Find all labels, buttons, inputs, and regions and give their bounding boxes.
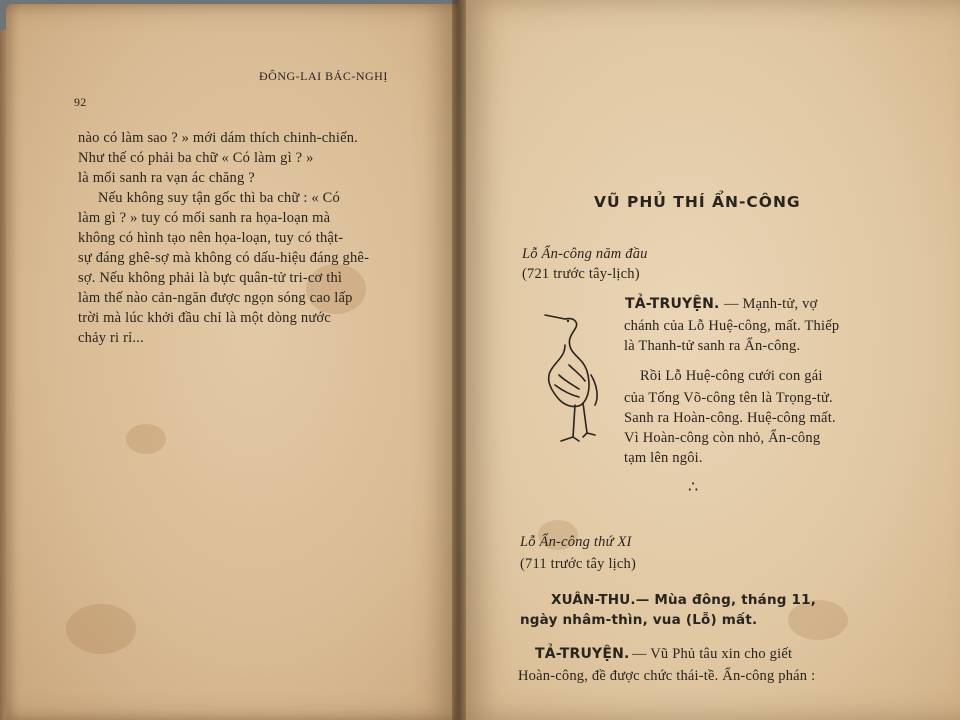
heron-illustration	[535, 305, 610, 450]
section-heading: Lỗ Ẩn-công thứ XI	[520, 534, 632, 550]
text-line: tạm lên ngôi.	[624, 450, 703, 466]
text-line: Nếu không suy tận gốc thì ba chữ : « Có	[98, 190, 340, 206]
ta-truyen-label: TẢ-TRUYỆN.	[535, 646, 630, 662]
text-line: sự đáng ghê-sợ mà không có dấu-hiệu đáng ghê-	[78, 250, 370, 266]
text-line: sợ. Nếu không phải là bực quân-tử tri-cơ thì	[78, 270, 343, 286]
text-line: trời mà lúc khởi đầu chỉ là một dòng nước	[78, 310, 331, 326]
text-line: là mối sanh ra vạn ác chăng ?	[78, 170, 255, 186]
text-line: Rồi Lỗ Huệ-công cưới con gái	[640, 368, 823, 384]
text-line: của Tống Võ-công tên là Trọng-tử.	[624, 390, 833, 406]
book-gutter	[452, 0, 466, 720]
text-line: — Vũ Phủ tâu xin cho giết	[632, 646, 793, 662]
text-line: nào có làm sao ? » mới dám thích chinh-chiến.	[78, 130, 359, 146]
text-line: Như thế có phải ba chữ « Có làm gì ? »	[78, 150, 314, 166]
text-line: chánh của Lỗ Huệ-công, mất. Thiếp	[624, 318, 840, 334]
text-line: Hoàn-công, đề được chức thái-tề. Ẩn-công phán :	[518, 668, 816, 684]
section-heading: Lỗ Ẩn-công năm đầu	[522, 246, 648, 262]
section-date: (711 trước tây lịch)	[520, 556, 637, 572]
section-date: (721 trước tây-lịch)	[522, 266, 640, 282]
ta-truyen-label: TẢ-TRUYỆN.	[625, 296, 720, 312]
text-line: — Mạnh-tử, vợ	[724, 296, 818, 312]
xuan-thu-line: XUÂN-THU.— Mùa đông, tháng 11,	[551, 592, 817, 608]
text-line: Vì Hoàn-công còn nhỏ, Ẩn-công	[624, 430, 821, 446]
section-separator: ∴	[688, 479, 699, 496]
text-line: Sanh ra Hoàn-công. Huệ-công mất.	[624, 410, 836, 426]
text-line: làm gì ? » tuy có mối sanh ra họa-loạn mà	[78, 210, 331, 226]
stain	[126, 424, 166, 454]
page-number: 92	[74, 95, 87, 109]
text-line: là Thanh-tử sanh ra Ẩn-công.	[624, 338, 801, 354]
xuan-thu-line: ngày nhâm-thìn, vua (Lỗ) mất.	[520, 612, 758, 628]
chapter-title: VŨ PHỦ THÍ ẨN-CÔNG	[594, 193, 801, 211]
stain	[66, 604, 136, 654]
text-line: làm thế nào cản-ngăn được ngọn sóng cao lấp	[78, 290, 353, 306]
running-head: ĐÔNG-LAI BÁC-NGHỊ	[259, 69, 388, 83]
text-line: không có hình tạo nên họa-loạn, tuy có thật-	[78, 230, 344, 246]
text-line: chảy ri rỉ...	[78, 330, 144, 346]
